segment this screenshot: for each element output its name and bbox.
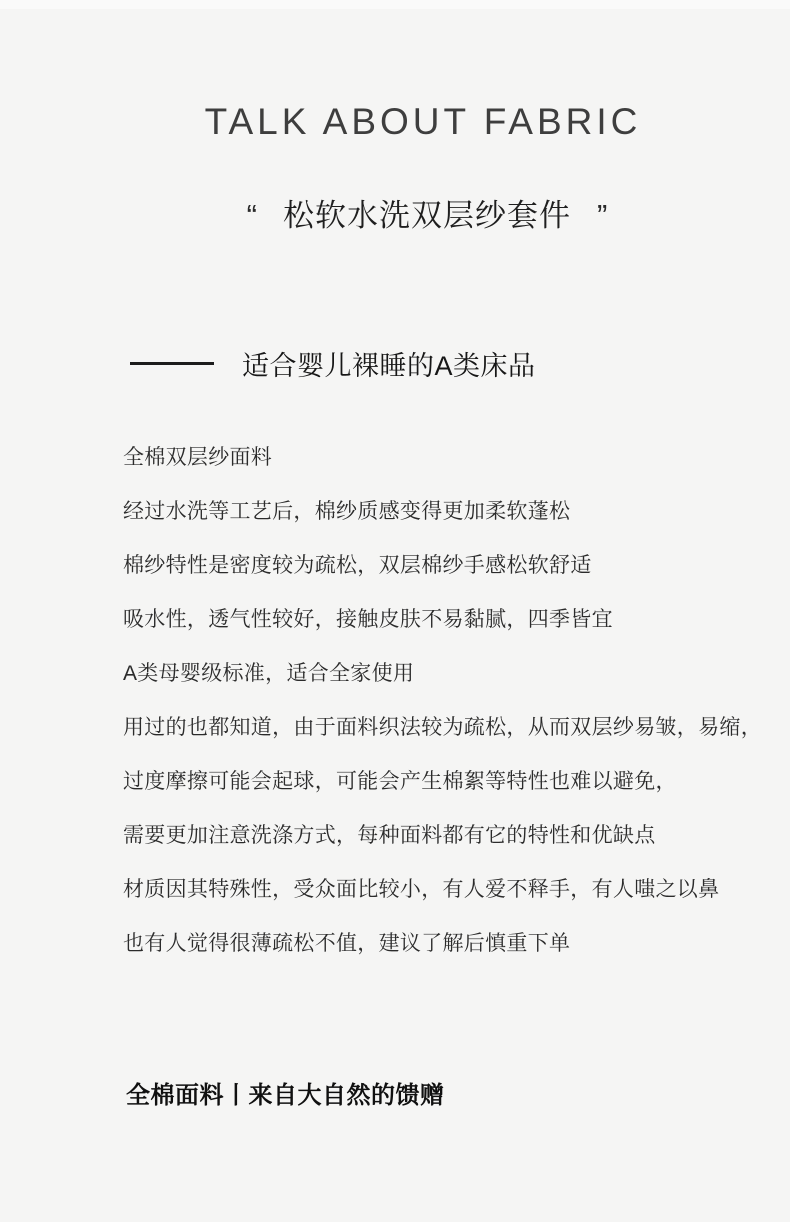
body-line: 需要更加注意洗涤方式，每种面料都有它的特性和优缺点 — [123, 824, 656, 847]
body-line: 全棉双层纱面料 — [123, 446, 273, 469]
open-quote-mark: “ — [246, 198, 257, 233]
footer-heading: 全棉面料丨来自大自然的馈赠 — [126, 1082, 445, 1109]
body-line: 用过的也都知道，由于面料织法较为疏松，从而双层纱易皱，易缩， — [123, 716, 762, 739]
dash-divider — [130, 362, 214, 365]
body-line: 也有人觉得很薄疏松不值，建议了解后慎重下单 — [123, 932, 571, 955]
close-quote-mark: ” — [597, 198, 608, 233]
body-line: A类母婴级标准，适合全家使用 — [123, 662, 415, 685]
tagline-text: 松软水洗双层纱套件 — [283, 198, 571, 233]
body-line: 吸水性，透气性较好，接触皮肤不易黏腻，四季皆宜 — [123, 608, 613, 631]
tagline-quote — [0, 190, 790, 235]
page-title: TALK ABOUT FABRIC — [204, 101, 642, 142]
body-line: 过度摩擦可能会起球，可能会产生棉絮等特性也难以避免， — [123, 770, 677, 793]
body-text — [123, 431, 760, 971]
subtitle-text: 适合婴儿裸睡的A类床品 — [242, 351, 536, 381]
body-line: 材质因其特殊性，受众面比较小，有人爱不释手，有人嗤之以鼻 — [123, 878, 720, 901]
body-line: 棉纱特性是密度较为疏松，双层棉纱手感松软舒适 — [123, 554, 592, 577]
subtitle-row — [130, 344, 536, 383]
body-line: 经过水洗等工艺后，棉纱质感变得更加柔软蓬松 — [123, 500, 571, 523]
